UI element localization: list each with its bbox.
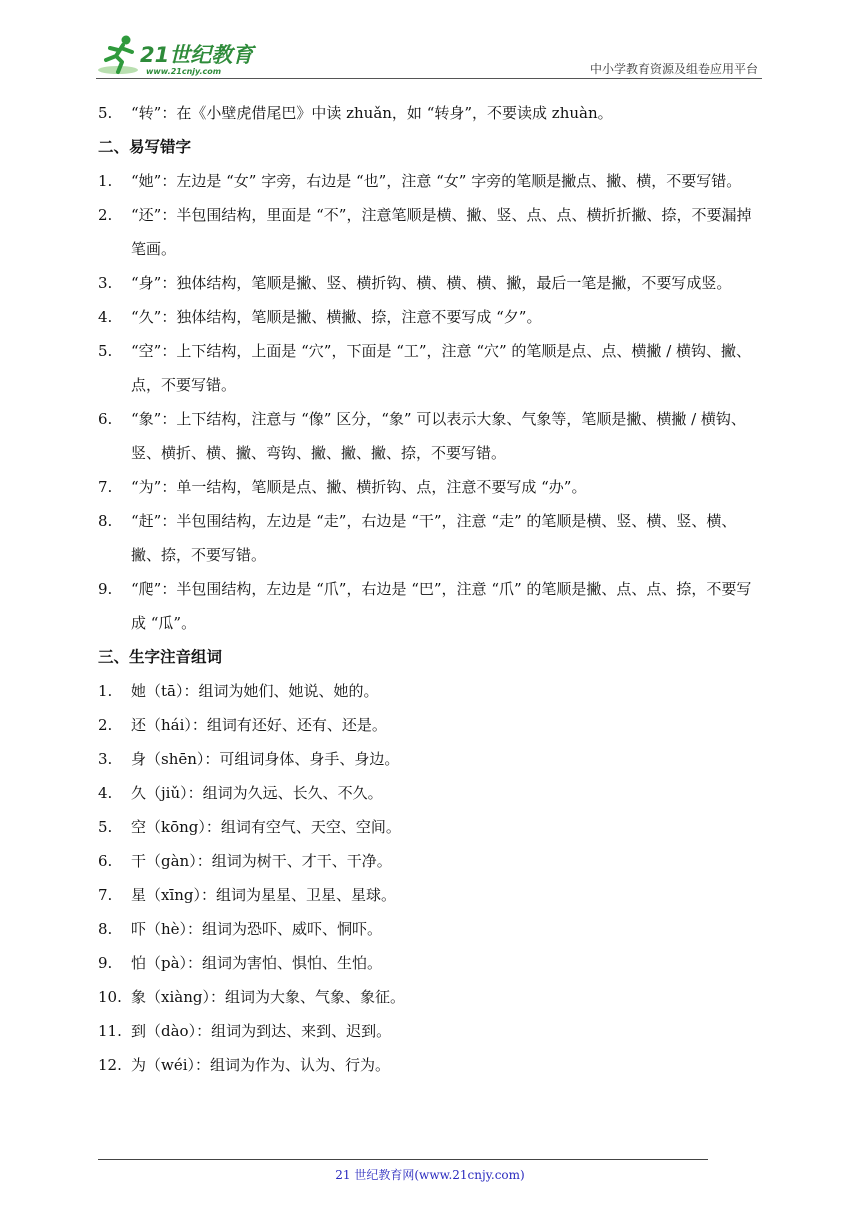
item-text: 为（wéi）：组词为作为、认为、行为。 <box>131 1056 391 1074</box>
item-text: 怕（pà）：组词为害怕、惧怕、生怕。 <box>131 954 383 972</box>
footer-link[interactable]: 21 世纪教育网(www.21cnjy.com) <box>335 1168 525 1182</box>
list-item <box>98 572 766 640</box>
list-item <box>98 810 766 844</box>
list-item <box>98 1014 766 1048</box>
section-title-mistake-chars: 二、易写错字 <box>98 138 192 156</box>
item-number: 6. <box>98 410 113 428</box>
item-number: 6. <box>98 852 113 870</box>
item-text: 到（dào）：组词为到达、来到、迟到。 <box>131 1022 392 1040</box>
item-text: 身（shēn）：可组词身体、身手、身边。 <box>131 750 400 768</box>
item-text: 星（xīng）：组词为星星、卫星、星球。 <box>131 886 397 904</box>
item-text: 象（xiàng）：组词为大象、气象、象征。 <box>131 988 405 1006</box>
item-number: 5. <box>98 342 113 360</box>
item-number: 8. <box>98 920 113 938</box>
item-number: 3. <box>98 274 113 292</box>
item-text: “她”：左边是 “女” 字旁，右边是 “也”，注意 “女” 字旁的笔顺是撇点、撇、横，不要写错。 <box>131 172 742 190</box>
platform-title: 中小学教育资源及组卷应用平台 <box>589 62 758 76</box>
list-item <box>98 266 766 300</box>
item-text: “象”：上下结构，注意与 “像” 区分，“象” 可以表示大象、气象等，笔顺是撇、横撇 / 横钩、竖、横折、横、撇、弯钩、撇、撇、撇、捺，不要写错。 <box>131 410 746 462</box>
item-number: 5. <box>98 818 113 836</box>
item-number: 8. <box>98 512 113 530</box>
list-item <box>98 776 766 810</box>
item-text: “转”：在《小壁虎借尾巴》中读 zhuǎn，如 “转身”，不要读成 zhuàn。 <box>131 104 613 122</box>
item-text: “还”：半包围结构，里面是 “不”，注意笔顺是横、撇、竖、点、点、横折折撇、捺，不要漏掉笔画。 <box>131 206 752 258</box>
list-item <box>98 164 766 198</box>
item-number: 1. <box>98 172 113 190</box>
site-logo[interactable] <box>96 32 266 78</box>
item-number: 10. <box>98 988 122 1006</box>
list-item <box>98 300 766 334</box>
item-number: 5. <box>98 104 113 122</box>
list-item <box>98 402 766 470</box>
logo-url: www.21cnjy.com <box>146 67 222 76</box>
document-body <box>98 96 766 1082</box>
item-text: 空（kōng）：组词有空气、天空、空间。 <box>131 818 401 836</box>
item-number: 4. <box>98 784 113 802</box>
item-text: 干（gàn）：组词为树干、才干、干净。 <box>131 852 392 870</box>
list-item <box>98 708 766 742</box>
list-item <box>98 96 766 130</box>
item-text: “身”：独体结构，笔顺是撇、竖、横折钩、横、横、横、撇，最后一笔是撇，不要写成竖。 <box>131 274 732 292</box>
item-text: 吓（hè）：组词为恐吓、威吓、恫吓。 <box>131 920 383 938</box>
item-number: 1. <box>98 682 113 700</box>
item-number: 9. <box>98 580 113 598</box>
item-number: 12. <box>98 1056 122 1074</box>
list-item <box>98 674 766 708</box>
header-divider <box>96 78 762 79</box>
item-text: “赶”：半包围结构，左边是 “走”，右边是 “干”，注意 “走” 的笔顺是横、竖、横、竖、横、撇、捺，不要写错。 <box>131 512 737 564</box>
item-text: “为”：单一结构，笔顺是点、撇、横折钩、点，注意不要写成 “办”。 <box>131 478 587 496</box>
item-number: 4. <box>98 308 113 326</box>
footer-divider <box>98 1159 708 1160</box>
item-number: 9. <box>98 954 113 972</box>
runner-logo-icon <box>96 32 266 78</box>
list-item <box>98 198 766 266</box>
section-title-pinyin-words: 三、生字注音组词 <box>98 648 223 666</box>
list-item <box>98 946 766 980</box>
item-number: 2. <box>98 206 113 224</box>
list-item <box>98 334 766 402</box>
list-item <box>98 878 766 912</box>
item-text: 她（tā）：组词为她们、她说、她的。 <box>131 682 379 700</box>
logo-text: 21世纪教育 <box>140 43 254 67</box>
item-text: “爬”：半包围结构，左边是 “爪”，右边是 “巴”，注意 “爪” 的笔顺是撇、点、点、捺，不要写成 “瓜”。 <box>131 580 752 632</box>
item-number: 7. <box>98 478 113 496</box>
item-text: 久（jiǔ）：组词为久远、长久、不久。 <box>131 784 383 802</box>
list-item <box>98 980 766 1014</box>
item-text: “空”：上下结构，上面是 “穴”，下面是 “工”，注意 “穴” 的笔顺是点、点、横撇 / 横钩、撇、点，不要写错。 <box>131 342 752 394</box>
list-item <box>98 912 766 946</box>
mistake-chars-list <box>98 164 766 640</box>
item-number: 3. <box>98 750 113 768</box>
item-number: 2. <box>98 716 113 734</box>
list-item <box>98 742 766 776</box>
list-item <box>98 1048 766 1082</box>
pinyin-words-list <box>98 674 766 1082</box>
list-item <box>98 504 766 572</box>
item-number: 11. <box>98 1022 122 1040</box>
list-item <box>98 470 766 504</box>
item-number: 7. <box>98 886 113 904</box>
item-text: 还（hái）：组词有还好、还有、还是。 <box>131 716 387 734</box>
list-item <box>98 844 766 878</box>
item-text: “久”：独体结构，笔顺是撇、横撇、捺，注意不要写成 “夕”。 <box>131 308 542 326</box>
page-header <box>96 30 762 78</box>
